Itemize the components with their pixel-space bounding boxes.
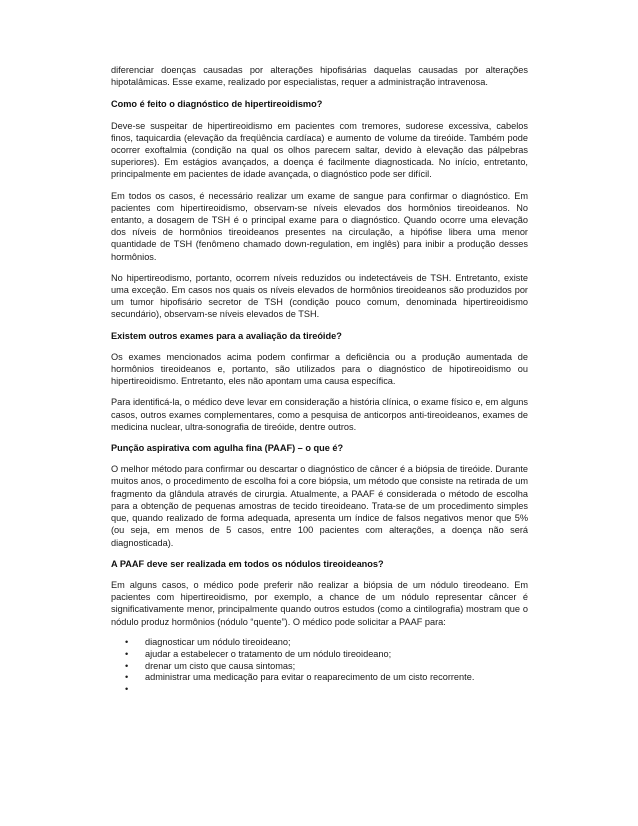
list-item-text <box>145 684 148 694</box>
paragraph-casos-paaf: Em alguns casos, o médico pode preferir não realizar a biópsia de um nódulo tireodeano. Em pacientes com hipertireoidismo, por exemplo, a chance de um nódulo representar câncer é significativamente menor, principalmente quando outros estudos (como a cintilografia) mostram que o nódulo produz hormônios (nódulo “quente”). O médico pode solicitar a PAAF para: <box>111 579 528 627</box>
list-item <box>111 672 528 684</box>
list-item-text: drenar um cisto que causa sintomas; <box>145 660 296 671</box>
bullet-list <box>111 637 528 697</box>
list-item-text: administrar uma medicação para evitar o reaparecimento de um cisto recorrente. <box>145 672 475 683</box>
list-item-text: ajudar a estabelecer o tratamento de um nódulo tireoideano; <box>145 648 392 659</box>
bullet-icon: • <box>125 636 129 647</box>
paragraph-metodo-biopsia: O melhor método para confirmar ou descartar o diagnóstico de câncer é a biópsia de tireóide. Durante muitos anos, o procedimento de escolha foi a core biópsia, um método que consiste na retirada de um fragmento da glândula através de cirurgia. Atualmente, a PAAF é considerada o método de escolha para a obtenção de pequenas amostras de tecido tireoideano. Trata-se de um procedimento simples que, quando realizado de forma adequada, apresenta um índice de falsos negativos menor que 5% (ou seja, em menos de 5 casos, entre 100 pacientes com alterações, a doença não será diagnosticada). <box>111 464 528 548</box>
bullet-icon: • <box>125 684 129 695</box>
bullet-icon: • <box>125 648 129 659</box>
list-item-text: diagnosticar um nódulo tireoideano; <box>145 636 291 647</box>
list-item <box>111 661 528 673</box>
list-item <box>111 649 528 661</box>
heading-paaf: Punção aspirativa com agulha fina (PAAF) – o que é? <box>111 443 344 454</box>
heading-diagnostico-hipertireoidismo: Como é feito o diagnóstico de hipertireoidismo? <box>111 99 323 110</box>
heading-outros-exames: Existem outros exames para a avaliação da tireóide? <box>111 330 342 341</box>
paragraph-identificacao: Para identificá-la, o médico deve levar em consideração a história clínica, o exame físico e, em alguns casos, outros exames complementares, como a pesquisa de anticorpos anti-tireoideanos, exames de medicina nuclear, ultra-sonografia de tireóide, dentre outros. <box>111 397 528 432</box>
document-page <box>111 64 528 696</box>
heading-paaf-nodulos: A PAAF deve ser realizada em todos os nódulos tireoideanos? <box>111 558 384 569</box>
paragraph-suspeita: Deve-se suspeitar de hipertireoidismo em pacientes com tremores, sudorese excessiva, cabelos finos, taquicardia (elevação da freqüência cardíaca) e aumento de volume da tireóide. Também pode ocorrer exoftalmia (condição na qual os olhos parecem saltar, devido à elevação das pálpebras superiores). Em estágios avançados, a doença é facilmente diagnosticada. No início, entretanto, principalmente em pacientes de idade avançada, o diagnóstico pode ser difícil. <box>111 120 528 180</box>
bullet-icon: • <box>125 672 129 683</box>
list-item <box>111 684 528 696</box>
paragraph-exames-mencionados: Os exames mencionados acima podem confirmar a deficiência ou a produção aumentada de hormônios tireoideanos e, portanto, são utilizados para o diagnóstico de hipotireoidismo ou hipertireoidismo. Entretanto, eles não apontam uma causa específica. <box>111 351 528 387</box>
bullet-icon: • <box>125 660 129 671</box>
paragraph-tsh-excecao: No hipertireodismo, portanto, ocorrem níveis reduzidos ou indetectáveis de TSH. Entretanto, existe uma exceção. Em casos nos quais os níveis elevados de hormônios tireoideanos são produzidos por um tumor hipofisário secretor de TSH (condição pouco comum, denominada hipertireoidismo secundário), observam-se níveis elevados de TSH. <box>111 272 528 320</box>
intro-paragraph: diferenciar doenças causadas por alterações hipofisárias daquelas causadas por alterações hipotalâmicas. Esse exame, realizado por especialistas, requer a administração intravenosa. <box>111 65 528 88</box>
paragraph-exame-sangue: Em todos os casos, é necessário realizar um exame de sangue para confirmar o diagnóstico. Em pacientes com hipertireoidismo, observam-se níveis elevados dos hormônios tireoideanos. No entanto, a dosagem de TSH é o principal exame para o diagnóstico. Quando ocorre uma elevação dos níveis de hormônios tireoideanos presentes na circulação, a hipófise libera uma menor quantidade de TSH (fenômeno chamado down-regulation, em inglês) para inibir a produção desses hormônios. <box>111 190 528 262</box>
list-item <box>111 637 528 649</box>
